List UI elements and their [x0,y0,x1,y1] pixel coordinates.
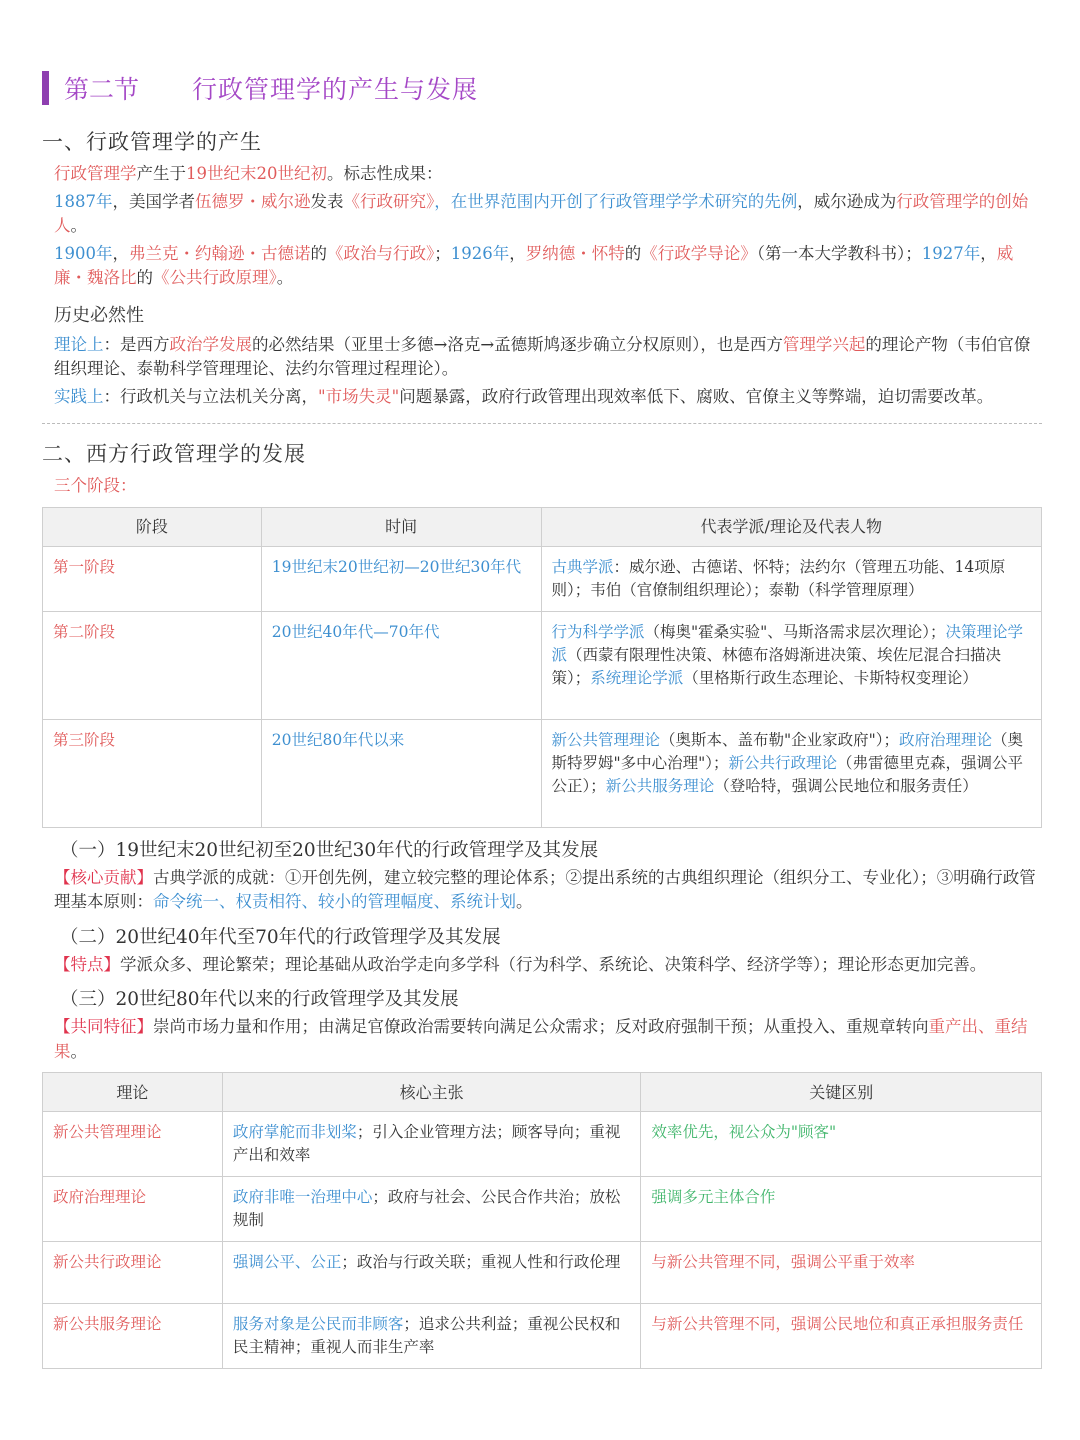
paragraph-early-works: 1900年，弗兰克・约翰逊・古德诺的《政治与行政》；1926年，罗纳德・怀特的《行政学导论》（第一本大学教科书）；1927年，威廉・魏洛比的《公共行政原理》。 [54,243,1014,287]
stage-cell: 第二阶段 [43,611,262,719]
subsection-1-text: 【核心贡献】古典学派的成就：①开创先例，建立较完整的理论体系；②提出系统的古典组织理论（组织分工、专业化）；③明确行政管理基本原则：命令统一、权责相符、较小的管理幅度、系统计划。 [54,867,1036,911]
time-cell: 20世纪40年代—70年代 [261,611,541,719]
school-cell: 古典学派：威尔逊、古德诺、怀特；法约尔（管理五功能、14项原则）；韦伯（官僚制组织理论）；泰勒（科学管理原理） [541,546,1042,611]
table-header-row [43,507,1042,546]
section-name: 行政管理学的产生与发展 [192,75,479,104]
table-header: 阶段 [43,507,262,546]
school-cell: 新公共管理理论（奥斯本、盖布勒"企业家政府"）；政府治理理论（奥斯特罗姆"多中心治理"）；新公共行政理论（弗雷德里克森，强调公平公正）；新公共服务理论（登哈特，强调公民地位和服务责任） [541,719,1042,827]
heading-development: 二、西方行政管理学的发展 [42,442,306,466]
section-title-bar [42,71,49,105]
theory-cell: 新公共管理理论 [43,1112,223,1177]
table-row [43,546,1042,611]
paragraph-wilson: 1887年，美国学者伍德罗・威尔逊发表《行政研究》，在世界范围内开创了行政管理学学术研究的先例，威尔逊成为行政管理学的创始人。 [54,191,1029,235]
table-row [43,719,1042,827]
difference-cell: 效率优先，视公众为"顾客" [641,1112,1042,1177]
subsection-2-title: （二）20世纪40年代至70年代的行政管理学及其发展 [60,926,501,948]
table-row [43,1242,1042,1304]
table-header: 关键区别 [641,1073,1042,1112]
table-row [43,1177,1042,1242]
time-cell: 20世纪80年代以来 [261,719,541,827]
stage-cell: 第三阶段 [43,719,262,827]
table-header: 时间 [261,507,541,546]
divider [42,423,1042,424]
difference-cell: 强调多元主体合作 [641,1177,1042,1242]
stages-label: 三个阶段： [54,476,137,495]
heading-origin: 一、行政管理学的产生 [42,130,262,154]
claim-cell: 政府非唯一治理中心；政府与社会、公民合作共治；放松规制 [222,1177,641,1242]
document-page [42,68,1042,1369]
theories-table [42,1072,1042,1369]
time-cell: 19世纪末20世纪初—20世纪30年代 [261,546,541,611]
table-row [43,1112,1042,1177]
subsection-3-title: （三）20世纪80年代以来的行政管理学及其发展 [60,989,459,1010]
school-cell: 行为科学学派（梅奥"霍桑实验"、马斯洛需求层次理论）；决策理论学派（西蒙有限理性决策、林德布洛姆渐进决策、埃佐尼混合扫描决策）；系统理论学派（里格斯行政生态理论、卡斯特权变理论） [541,611,1042,719]
table-header: 核心主张 [222,1073,641,1112]
claim-cell: 政府掌舵而非划桨；引入企业管理方法；顾客导向；重视产出和效率 [222,1112,641,1177]
paragraph-practice: 实践上：行政机关与立法机关分离，"市场失灵"问题暴露，政府行政管理出现效率低下、腐败、官僚主义等弊端，迫切需要改革。 [54,386,994,406]
paragraph-origin-time: 行政管理学产生于19世纪末20世纪初。标志性成果： [54,164,443,183]
theory-cell: 政府治理理论 [43,1177,223,1242]
stages-table [42,507,1042,828]
table-header: 代表学派/理论及代表人物 [541,507,1042,546]
theory-cell: 新公共服务理论 [43,1304,223,1369]
theory-cell: 新公共行政理论 [43,1242,223,1304]
subsection-2-text: 【特点】学派众多、理论繁荣；理论基础从政治学走向多学科（行为科学、系统论、决策科学、经济学等）；理论形态更加完善。 [54,954,987,974]
table-header-row [43,1073,1042,1112]
paragraph-theory: 理论上：是西方政治学发展的必然结果（亚里士多德→洛克→孟德斯鸠逐步确立分权原则），也是西方管理学兴起的理论产物（韦伯官僚组织理论、泰勒科学管理理论、法约尔管理过程理论）。 [54,334,1031,378]
claim-cell: 强调公平、公正；政治与行政关联；重视人性和行政伦理 [222,1242,641,1304]
table-header: 理论 [43,1073,223,1112]
difference-cell: 与新公共管理不同，强调公平重于效率 [641,1242,1042,1304]
difference-cell: 与新公共管理不同，强调公民地位和真正承担服务责任 [641,1304,1042,1369]
table-row [43,1304,1042,1369]
subsection-1-title: （一）19世纪末20世纪初至20世纪30年代的行政管理学及其发展 [60,839,599,861]
section-number: 第二节 [64,75,140,104]
table-row [43,611,1042,719]
claim-cell: 服务对象是公民而非顾客；追求公共利益；重视公民权和民主精神；重视人而非生产率 [222,1304,641,1369]
section-title [42,68,1042,112]
subheading-necessity: 历史必然性 [54,304,144,326]
subsection-3-text: 【共同特征】崇尚市场力量和作用；由满足官僚政治需要转向满足公众需求；反对政府强制干预；从重投入、重规章转向重产出、重结果。 [54,1017,1028,1061]
stage-cell: 第一阶段 [43,546,262,611]
